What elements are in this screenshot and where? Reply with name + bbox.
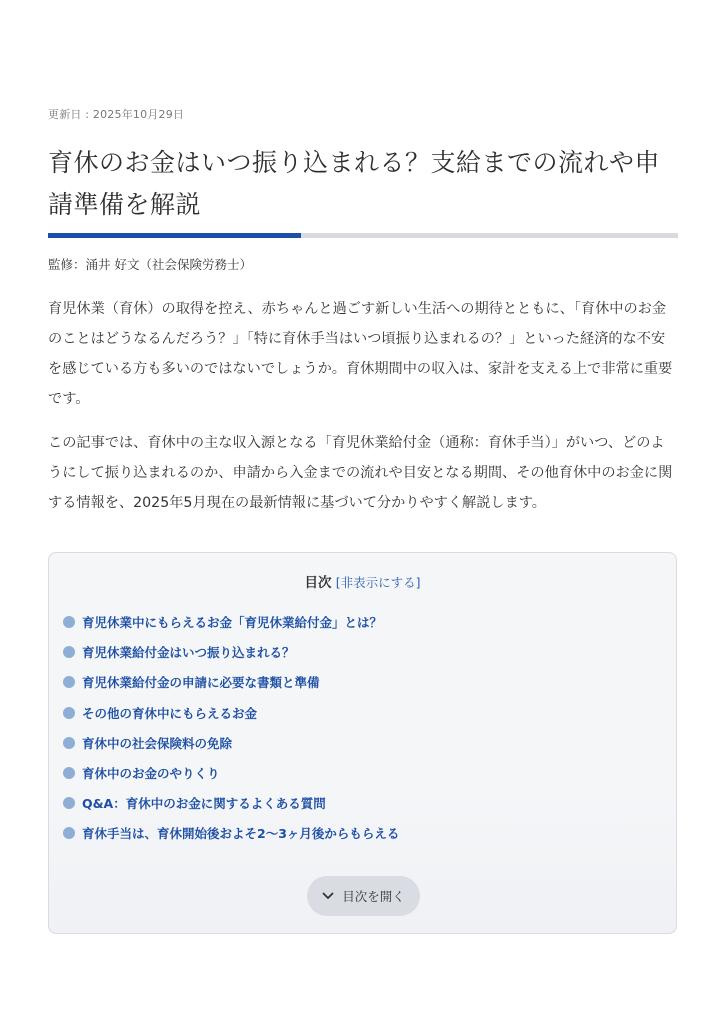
bullet-dot-icon <box>63 737 75 749</box>
toc-item-label: 育休手当は、育休開始後およそ2〜3ヶ月後からもらえる <box>82 826 400 842</box>
toc-item[interactable] <box>63 607 399 637</box>
toc-item-label: 育休中の社会保険料の免除 <box>82 735 233 751</box>
title-underline <box>48 233 678 238</box>
chevron-down-icon <box>322 892 334 900</box>
bullet-dot-icon <box>63 767 75 779</box>
table-of-contents <box>48 552 677 934</box>
toc-item-label: その他の育休中にもらえるお金 <box>82 705 258 721</box>
toc-item-label: 育児休業給付金の申請に必要な書類と準備 <box>82 675 320 691</box>
toc-item-label: Q&A：育休中のお金に関するよくある質問 <box>82 796 326 812</box>
bullet-dot-icon <box>63 797 75 809</box>
toc-hide-toggle[interactable]: [非表示にする] <box>335 575 421 590</box>
toc-item[interactable] <box>63 788 399 818</box>
toc-item[interactable] <box>63 818 399 848</box>
toc-header <box>49 571 676 591</box>
toc-item-label: 育児休業給付金はいつ振り込まれる？ <box>82 645 295 661</box>
toc-item[interactable] <box>63 667 399 697</box>
toc-item[interactable] <box>63 728 399 758</box>
title-underline-accent <box>48 233 301 238</box>
toc-item[interactable] <box>63 637 399 667</box>
supervisor-credit: 監修：涌井 好文（社会保険労務士） <box>48 257 252 272</box>
toc-item[interactable] <box>63 698 399 728</box>
intro-paragraph: 育児休業（育休）の取得を控え、赤ちゃんと過ごす新しい生活への期待とともに、「育休中のお金のことはどうなるんだろう？」「特に育休手当はいつ頃振り込まれるの？」といった経済的な不安を感じている方も多いのではないでしょうか。育休期間中の収入は、家計を支える上で非常に重要です。 <box>48 301 673 407</box>
toc-list <box>63 607 399 849</box>
intro-paragraph: この記事では、育休中の主な収入源となる「育児休業給付金（通称：育休手当）」がいつ、どのようにして振り込まれるのか、申請から入金までの流れや目安となる期間、その他育休中のお金に関する情報を、2025年5月現在の最新情報に基づいて分かりやすく解説します。 <box>48 435 673 511</box>
bullet-dot-icon <box>63 616 75 628</box>
toc-title: 目次 <box>304 575 332 591</box>
bullet-dot-icon <box>63 827 75 839</box>
page-title: 育休のお金はいつ振り込まれる？支給までの流れや申請準備を解説 <box>48 148 661 219</box>
bullet-dot-icon <box>63 646 75 658</box>
toc-item-label: 育児休業中にもらえるお金「育児休業給付金」とは？ <box>82 615 383 631</box>
toc-item-label: 育休中のお金のやりくり <box>82 766 220 782</box>
bullet-dot-icon <box>63 707 75 719</box>
bullet-dot-icon <box>63 676 75 688</box>
toc-open-label: 目次を開く <box>342 889 405 904</box>
toc-item[interactable] <box>63 758 399 788</box>
toc-open-button[interactable] <box>307 876 420 916</box>
updated-date: 更新日 : 2025年10月29日 <box>48 108 185 121</box>
